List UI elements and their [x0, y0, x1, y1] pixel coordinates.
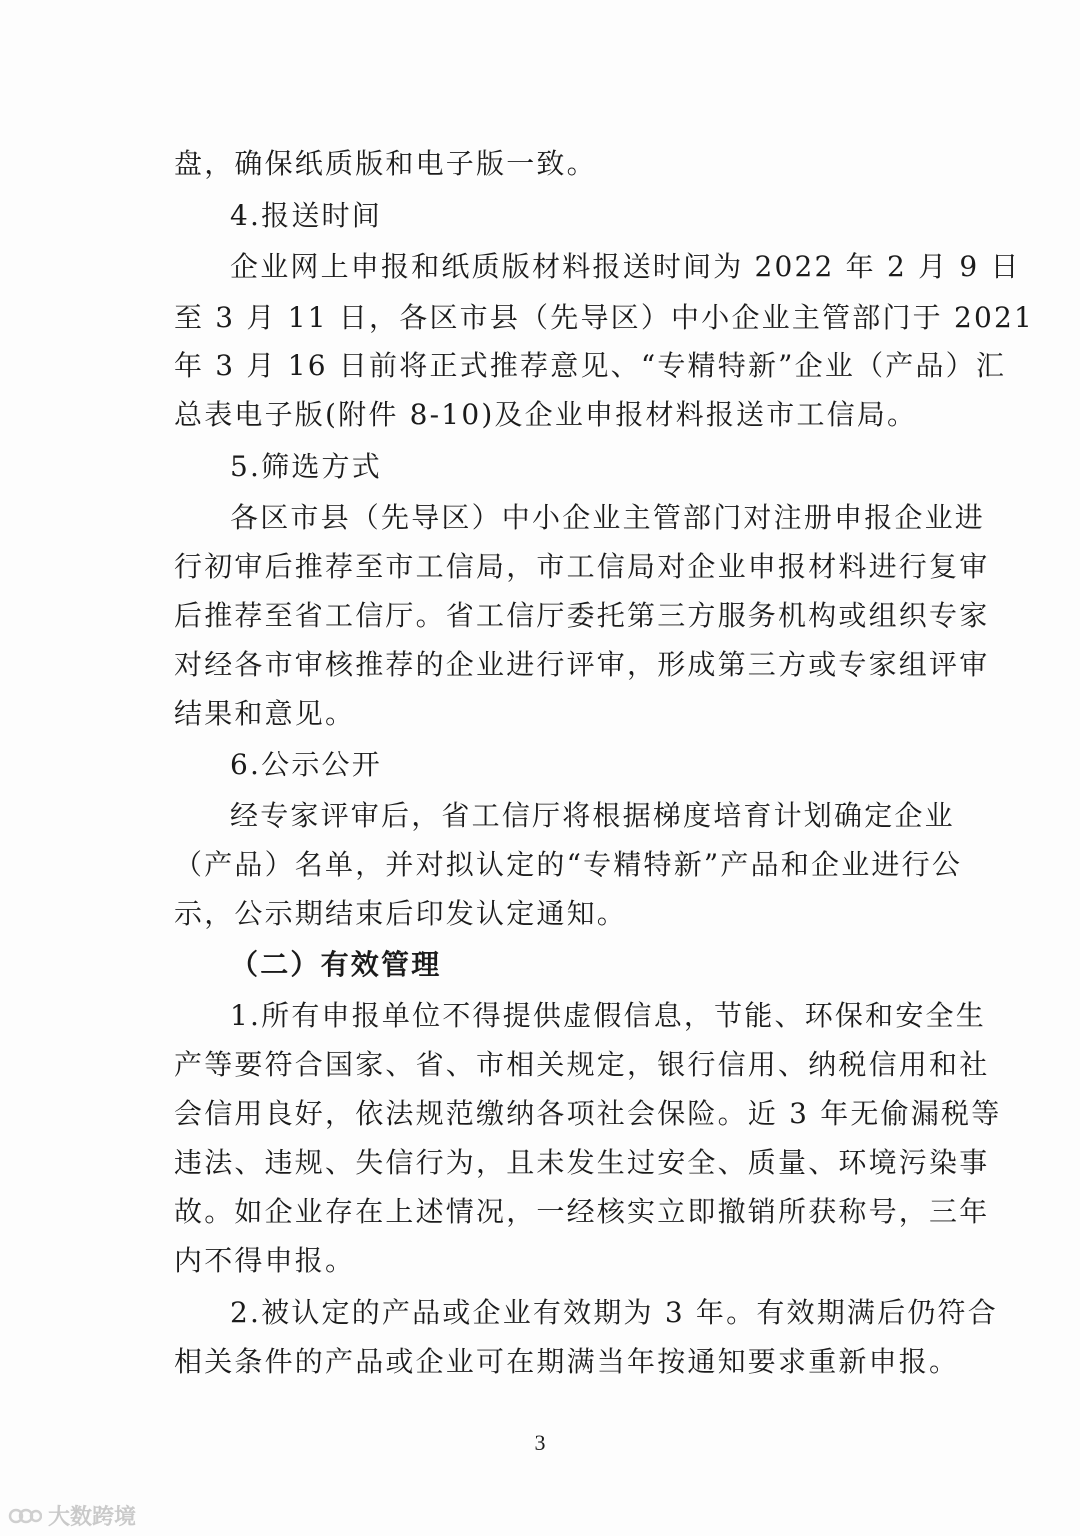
body-line: 会信用良好，依法规范缴纳各项社会保险。近 3 年无偷漏税等: [174, 1097, 1002, 1130]
body-line: 盘，确保纸质版和电子版一致。: [174, 147, 597, 180]
body-line: 对经各市审核推荐的企业进行评审，形成第三方或专家组评审: [174, 648, 990, 681]
section-heading: 5.筛选方式: [230, 450, 382, 483]
section-heading: 6.公示公开: [230, 748, 382, 781]
watermark-text: 大数跨境: [48, 1505, 137, 1530]
page-number: 3: [534, 1430, 546, 1455]
section-heading: 4.报送时间: [230, 199, 382, 232]
body-line: 故。如企业存在上述情况，一经核实立即撤销所获称号，三年: [174, 1195, 990, 1228]
body-line: 内不得申报。: [174, 1244, 356, 1277]
body-line: 示，公示期结束后印发认定通知。: [174, 897, 628, 930]
body-line: 1.所有申报单位不得提供虚假信息，节能、环保和安全生: [230, 999, 986, 1032]
watermark: [8, 1500, 136, 1531]
body-line: 后推荐至省工信厅。省工信厅委托第三方服务机构或组织专家: [174, 599, 990, 632]
body-line: 行初审后推荐至市工信局，市工信局对企业申报材料进行复审: [174, 550, 990, 583]
body-line: 结果和意见。: [174, 697, 356, 730]
subsection-heading: （二）有效管理: [230, 948, 442, 981]
kuajing-logo-icon: [8, 1504, 42, 1528]
body-line: 2.被认定的产品或企业有效期为 3 年。有效期满后仍符合: [230, 1296, 998, 1329]
body-line: 企业网上申报和纸质版材料报送时间为 2022 年 2 月 9 日: [230, 250, 1021, 283]
body-line: 年 3 月 16 日前将正式推荐意见、“专精特新”企业（产品）汇: [174, 349, 1007, 382]
body-line: 各区市县（先导区）中小企业主管部门对注册申报企业进: [230, 501, 986, 534]
body-line: 违法、违规、失信行为，且未发生过安全、质量、环境污染事: [174, 1146, 990, 1179]
body-line: （产品）名单，并对拟认定的“专精特新”产品和企业进行公: [174, 848, 963, 881]
body-line: 总表电子版(附件 8-10)及企业申报材料报送市工信局。: [174, 398, 918, 431]
body-line: 产等要符合国家、省、市相关规定，银行信用、纳税信用和社: [174, 1048, 990, 1081]
body-line: 至 3 月 11 日，各区市县（先导区）中小企业主管部门于 2021: [174, 301, 1035, 334]
body-line: 经专家评审后，省工信厅将根据梯度培育计划确定企业: [230, 799, 955, 832]
body-line: 相关条件的产品或企业可在期满当年按通知要求重新申报。: [174, 1345, 960, 1378]
